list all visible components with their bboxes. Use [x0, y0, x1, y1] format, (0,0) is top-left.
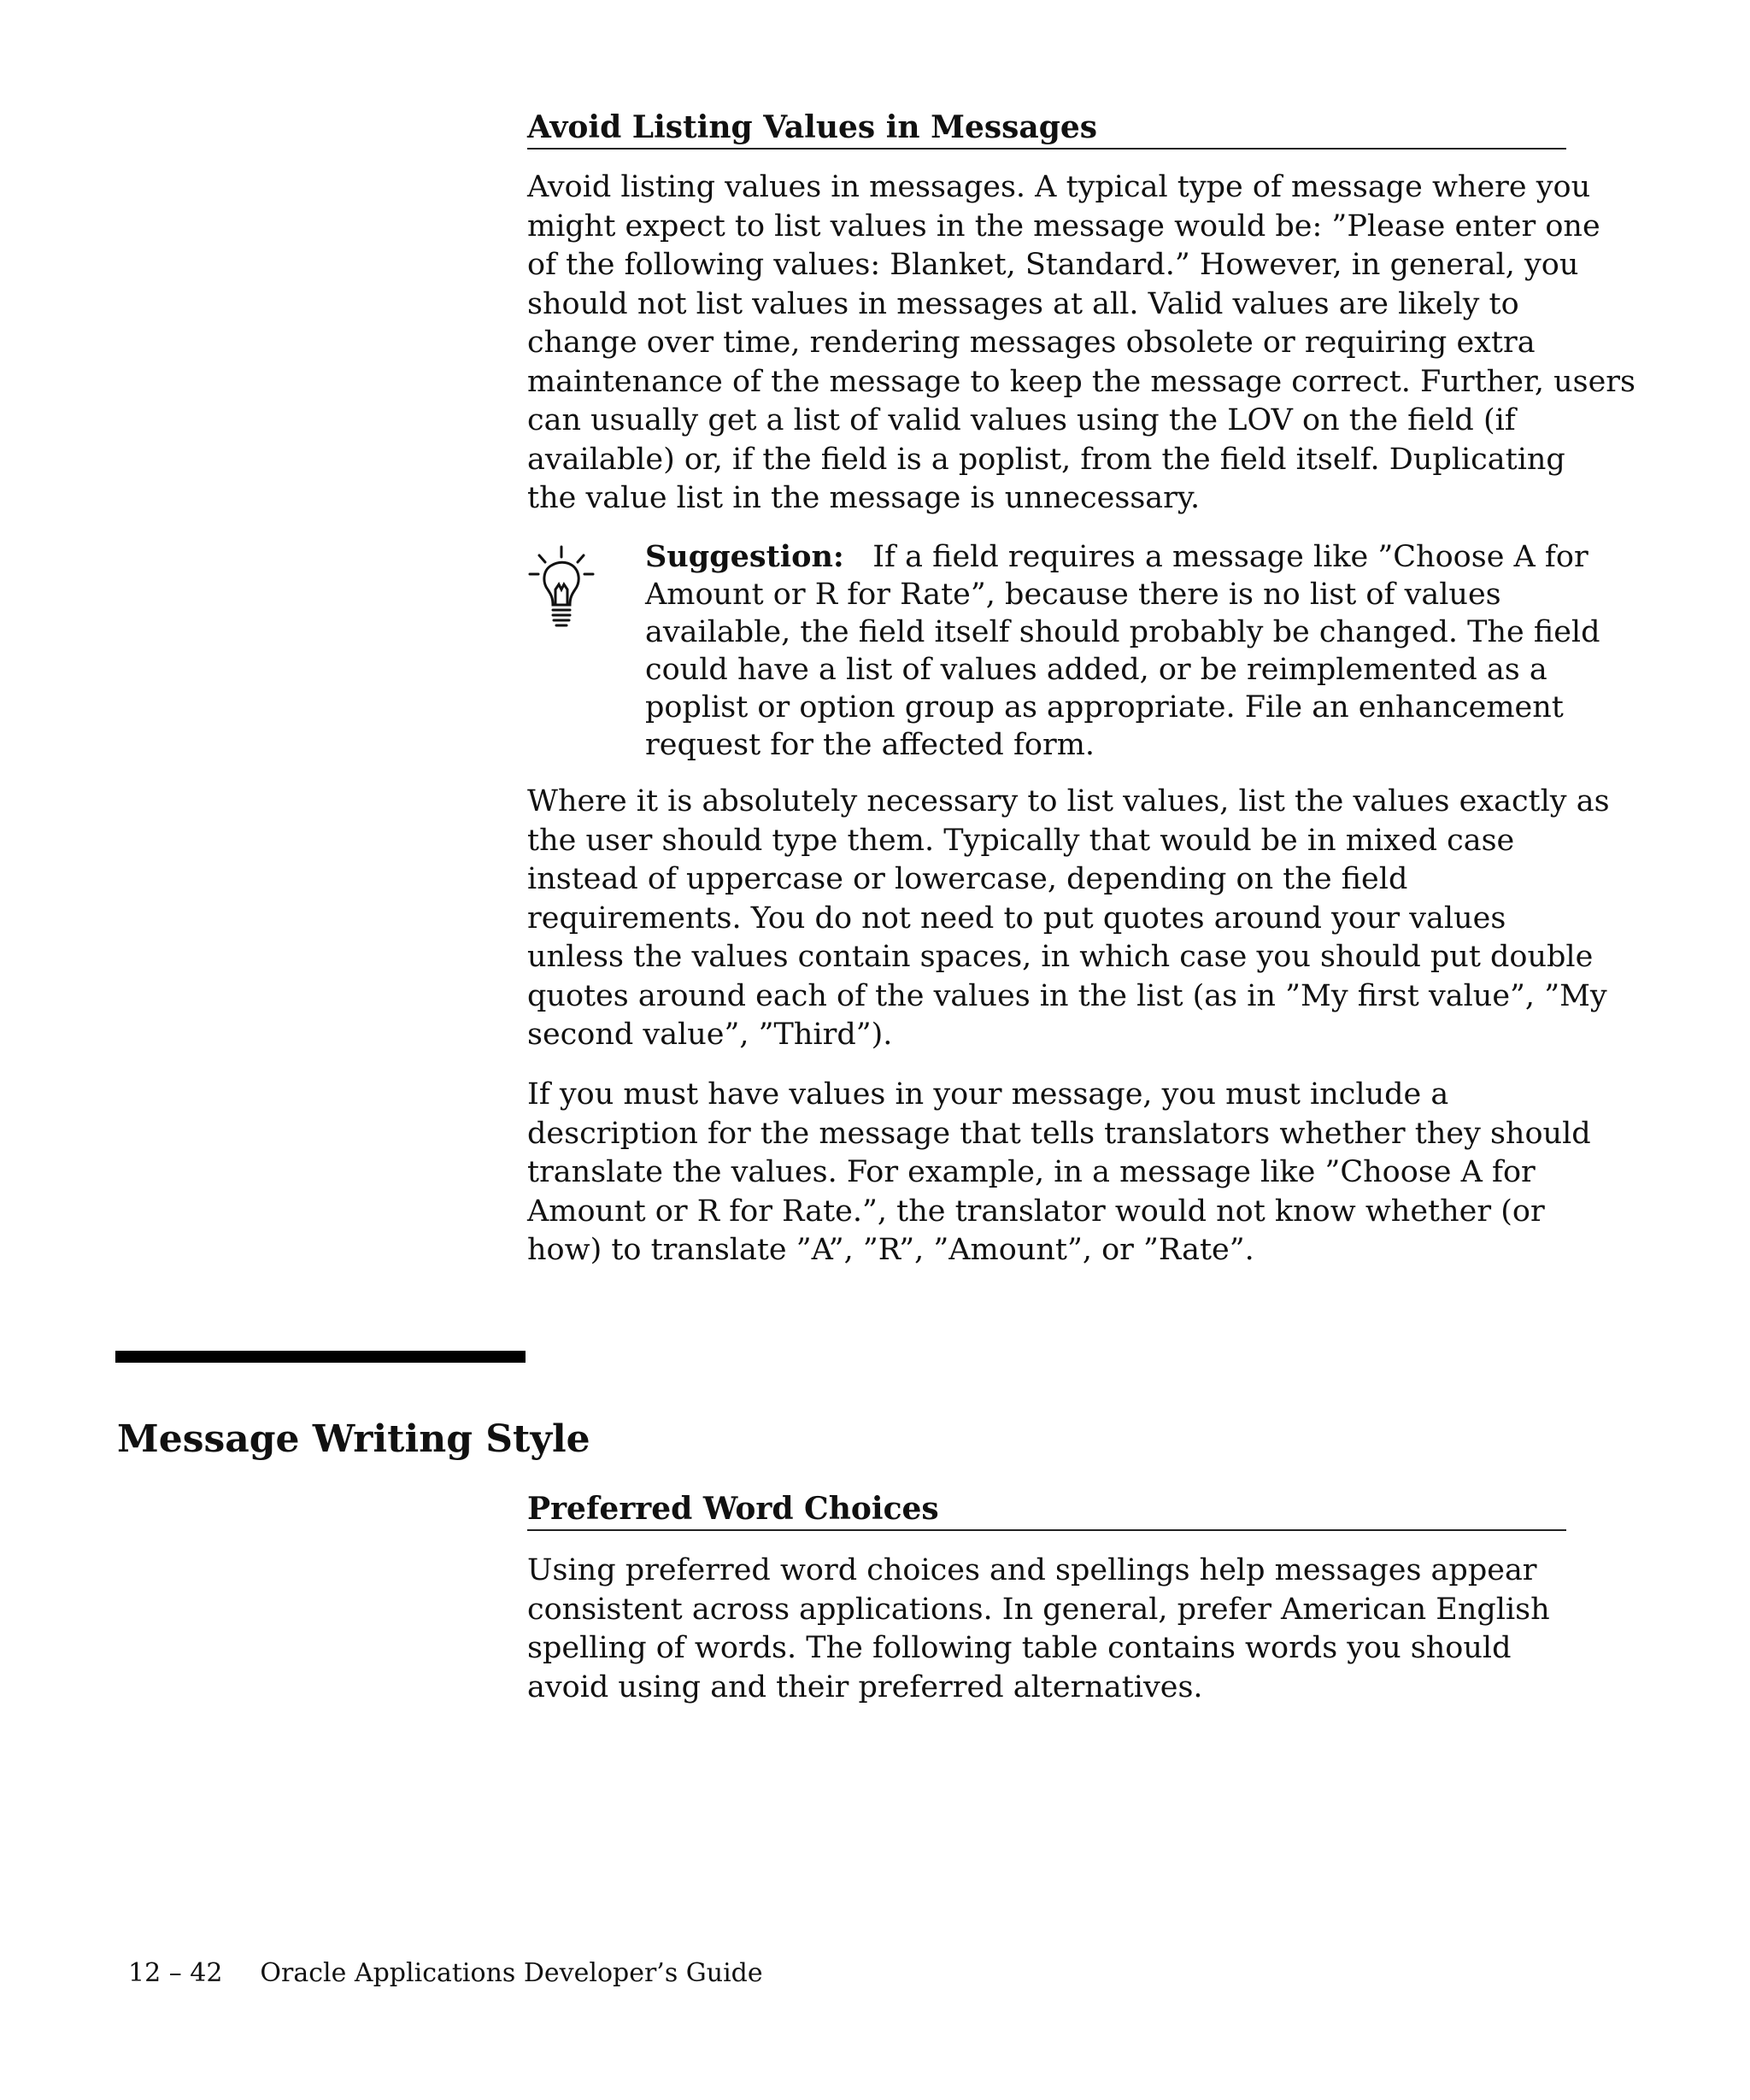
text-line: poplist or option group as appropriate. File an enhancement — [645, 690, 1564, 724]
text-line: the value list in the message is unnecessary. — [527, 481, 1201, 515]
text-line: Amount or R for Rate”, because there is no list of values — [645, 578, 1501, 612]
text-line: Using preferred word choices and spellings help messages appear — [527, 1553, 1537, 1587]
section-heading-preferred-word-choices: Preferred Word Choices — [527, 1490, 1566, 1531]
text-line: change over time, rendering messages obsolete or requiring extra — [527, 326, 1536, 360]
page-footer — [128, 1956, 763, 1991]
paragraph-preferred-word-choices — [527, 1552, 1566, 1707]
text-line: spelling of words. The following table contains words you should — [527, 1631, 1512, 1665]
text-line: avoid using and their preferred alternatives. — [527, 1669, 1203, 1704]
text-line: unless the values contain spaces, in which case you should put double — [527, 940, 1594, 974]
text-line: might expect to list values in the message would be: ”Please enter one — [527, 208, 1600, 243]
text-line: If you must have values in your message, you must include a — [527, 1077, 1449, 1112]
text-line: the user should type them. Typically that would be in mixed case — [527, 823, 1515, 858]
paragraph-avoid-listing — [527, 168, 1635, 519]
suggestion-first-line — [645, 538, 1589, 576]
text-line: translate the values. For example, in a message like ”Choose A for — [527, 1155, 1536, 1189]
section-title-message-writing-style: Message Writing Style — [117, 1417, 590, 1461]
text-line: request for the affected form. — [645, 728, 1095, 762]
paragraph-list-values-exactly — [527, 783, 1610, 1055]
text-line: should not list values in messages at all. Valid values are likely to — [527, 286, 1519, 321]
text-line: description for the message that tells translators whether they should — [527, 1116, 1591, 1151]
text-line: available, the field itself should probably be changed. The field — [645, 615, 1600, 649]
suggestion-text — [645, 538, 1600, 764]
text-line: how) to translate ”A”, ”R”, ”Amount”, or ”Rate”. — [527, 1233, 1254, 1267]
text-line: consistent across applications. In general, prefer American English — [527, 1592, 1550, 1627]
text-line: second value”, ”Third”). — [527, 1018, 893, 1052]
text-line: of the following values: Blanket, Standard.” However, in general, you — [527, 248, 1579, 282]
lightbulb-icon — [527, 545, 596, 639]
paragraph-translator-description — [527, 1076, 1591, 1270]
text-line: could have a list of values added, or be reimplemented as a — [645, 653, 1547, 687]
section-heading-avoid-listing-values: Avoid Listing Values in Messages — [527, 109, 1566, 150]
text-line: instead of uppercase or lowercase, depending on the field — [527, 862, 1408, 896]
text-line: maintenance of the message to keep the message correct. Further, users — [527, 364, 1635, 399]
book-title: Oracle Applications Developer’s Guide — [260, 1958, 763, 1988]
text-line: If a field requires a message like ”Choose A for — [872, 540, 1589, 574]
text-line: can usually get a list of valid values using the LOV on the field (if — [527, 403, 1516, 437]
text-line: requirements. You do not need to put quotes around your values — [527, 900, 1506, 936]
text-line: Where it is absolutely necessary to list values, list the values exactly as — [527, 784, 1610, 818]
text-line: Amount or R for Rate.”, the translator would not know whether (or — [527, 1194, 1545, 1229]
text-line: quotes around each of the values in the list (as in ”My first value”, ”My — [527, 978, 1607, 1013]
section-divider-bar — [115, 1351, 526, 1363]
text-line: Avoid listing values in messages. A typical type of message where you — [527, 170, 1591, 204]
text-line: available) or, if the field is a poplist, from the field itself. Duplicating — [527, 442, 1565, 477]
suggestion-label: Suggestion: — [645, 539, 844, 574]
page-number: 12 – 42 — [128, 1958, 223, 1988]
